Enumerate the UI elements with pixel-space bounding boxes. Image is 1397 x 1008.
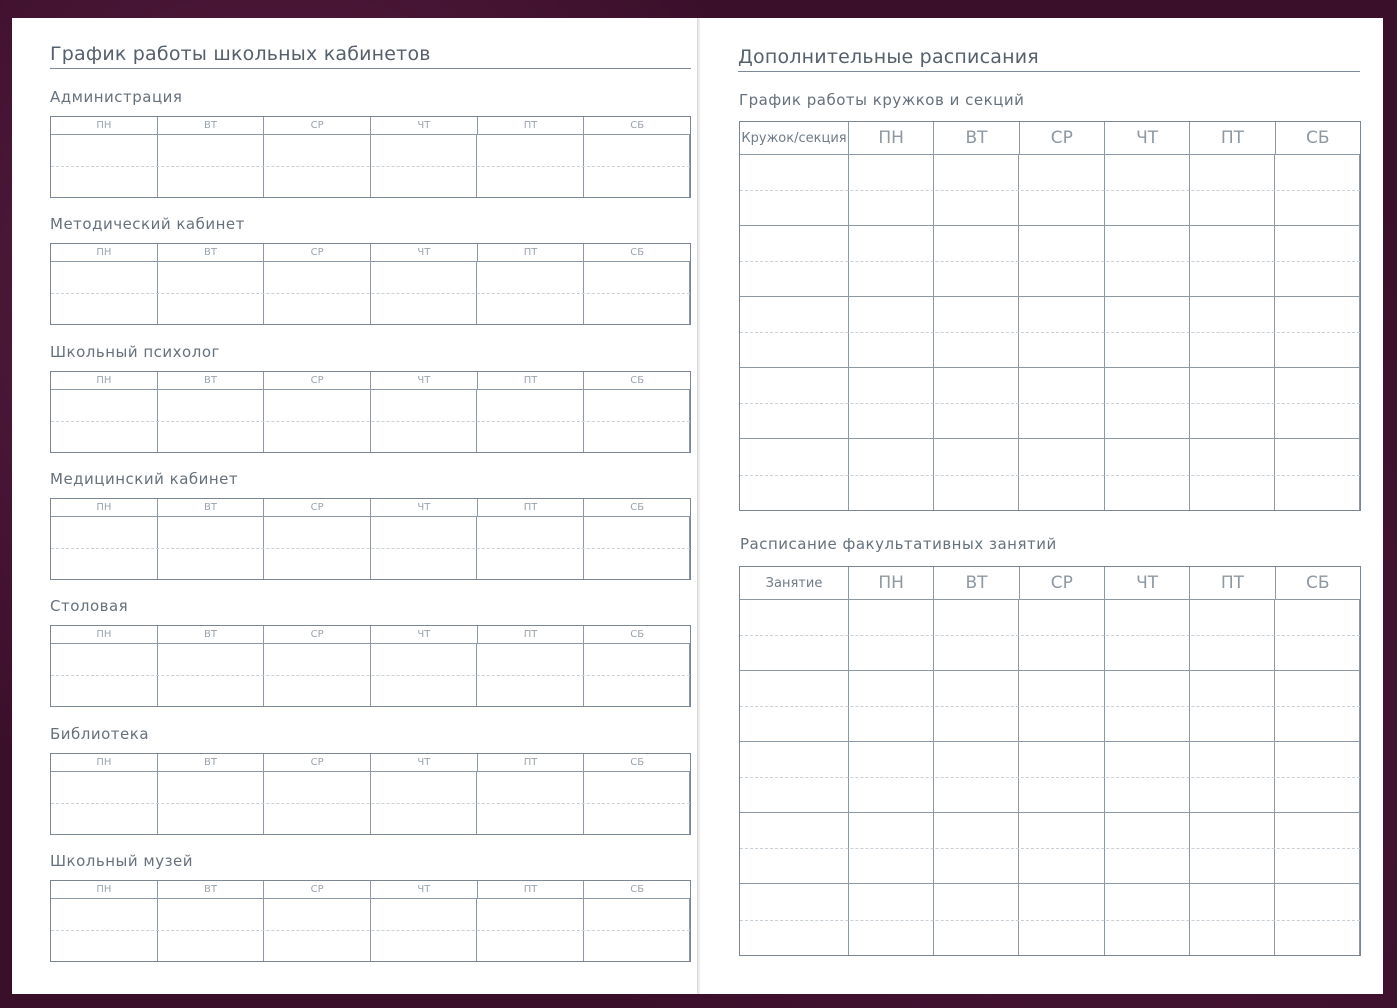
dashed-guide-line	[51, 675, 690, 676]
day-header: СБ	[630, 375, 645, 386]
day-header: ЧТ	[371, 117, 478, 134]
weekly-schedule-table	[50, 625, 691, 707]
day-header: ПТ	[478, 244, 585, 261]
day-header: ВТ	[158, 754, 265, 771]
table-body-row	[51, 390, 690, 452]
day-header: СР	[1020, 567, 1105, 599]
dashed-guide-line	[51, 930, 690, 931]
day-header: ЧТ	[371, 244, 478, 261]
dashed-guide-line	[740, 920, 1360, 921]
table-header-row	[51, 499, 690, 517]
table-row	[740, 671, 1360, 742]
dashed-guide-line	[740, 635, 1360, 636]
weekly-schedule-table	[50, 498, 691, 580]
day-header: ЧТ	[1105, 122, 1190, 154]
day-header: СР	[264, 626, 371, 643]
table-body-row	[51, 644, 690, 706]
first-column-header: Занятие	[740, 567, 849, 599]
table-row	[740, 742, 1360, 813]
day-header: СБ	[630, 757, 645, 768]
table-row	[740, 884, 1360, 955]
table-header-row	[51, 372, 690, 390]
dashed-guide-line	[740, 475, 1360, 476]
day-header: ПН	[51, 372, 158, 389]
dashed-guide-line	[740, 777, 1360, 778]
dashed-guide-line	[740, 261, 1360, 262]
section-label: Школьный психолог	[50, 343, 220, 361]
dashed-guide-line	[740, 706, 1360, 707]
table-header-row	[51, 244, 690, 262]
electives-table	[739, 566, 1361, 956]
table-row	[740, 813, 1360, 884]
left-page-title: График работы школьных кабинетов	[50, 43, 431, 65]
table-header-row	[740, 567, 1360, 600]
section-label: Методический кабинет	[50, 215, 245, 233]
dashed-guide-line	[51, 803, 690, 804]
day-header: ПН	[51, 626, 158, 643]
section-label: Медицинский кабинет	[50, 470, 239, 488]
weekly-schedule-table	[50, 116, 691, 198]
weekly-schedule-table	[50, 371, 691, 453]
day-header: ПТ	[1190, 122, 1275, 154]
day-header: СБ	[1306, 573, 1330, 593]
day-header: ЧТ	[1105, 567, 1190, 599]
day-header: ВТ	[158, 372, 265, 389]
day-header: ПН	[849, 122, 934, 154]
day-header: ЧТ	[371, 754, 478, 771]
table-row	[740, 297, 1360, 368]
table-body-row	[51, 135, 690, 197]
day-header: СБ	[1306, 128, 1330, 148]
day-header: ПН	[51, 244, 158, 261]
dashed-guide-line	[740, 848, 1360, 849]
weekly-schedule-table	[50, 753, 691, 835]
day-header: ПН	[51, 754, 158, 771]
day-header: ПН	[849, 567, 934, 599]
day-header: ВТ	[158, 117, 265, 134]
clubs-table	[739, 121, 1361, 511]
right-page-title: Дополнительные расписания	[738, 46, 1039, 68]
dashed-guide-line	[51, 421, 690, 422]
weekly-schedule-table	[50, 880, 691, 962]
day-header: ПТ	[478, 626, 585, 643]
dashed-guide-line	[51, 166, 690, 167]
table-header-row	[740, 122, 1360, 155]
electives-label: Расписание факультативных занятий	[740, 535, 1057, 553]
section-label: Библиотека	[50, 725, 150, 743]
table-header-row	[51, 754, 690, 772]
table-body-row	[51, 772, 690, 834]
dashed-guide-line	[740, 332, 1360, 333]
day-header: СР	[1020, 122, 1105, 154]
table-body-row	[51, 262, 690, 324]
day-header: СР	[264, 372, 371, 389]
day-header: ВТ	[158, 244, 265, 261]
day-header: ЧТ	[371, 499, 478, 516]
table-row	[740, 155, 1360, 226]
day-header: СР	[264, 499, 371, 516]
day-header: СБ	[630, 884, 645, 895]
dashed-guide-line	[740, 403, 1360, 404]
day-header: СР	[264, 754, 371, 771]
day-header: ЧТ	[371, 372, 478, 389]
dashed-guide-line	[51, 293, 690, 294]
day-header: ВТ	[934, 122, 1019, 154]
section-label: Администрация	[50, 88, 183, 106]
day-header: СР	[264, 881, 371, 898]
day-header: ЧТ	[371, 881, 478, 898]
day-header: СБ	[630, 629, 645, 640]
table-body-row	[51, 517, 690, 579]
right-title-rule	[738, 71, 1360, 72]
section-label: Столовая	[50, 597, 129, 615]
day-header: ПТ	[478, 499, 585, 516]
day-header: ЧТ	[371, 626, 478, 643]
day-header: ПН	[51, 117, 158, 134]
weekly-schedule-table	[50, 243, 691, 325]
left-page	[12, 18, 698, 994]
right-page	[700, 18, 1383, 994]
table-row	[740, 439, 1360, 510]
dashed-guide-line	[740, 190, 1360, 191]
day-header: СР	[264, 244, 371, 261]
day-header: СБ	[630, 502, 645, 513]
table-header-row	[51, 881, 690, 899]
day-header: СБ	[630, 120, 645, 131]
day-header: ПТ	[478, 881, 585, 898]
day-header: ПТ	[478, 754, 585, 771]
clubs-label: График работы кружков и секций	[739, 91, 1025, 109]
day-header: ВТ	[158, 881, 265, 898]
day-header: ПТ	[1190, 567, 1275, 599]
table-row	[740, 368, 1360, 439]
day-header: ПН	[51, 499, 158, 516]
day-header: ПН	[51, 881, 158, 898]
day-header: ПТ	[478, 117, 585, 134]
table-row	[740, 600, 1360, 671]
day-header: ВТ	[934, 567, 1019, 599]
table-row	[740, 226, 1360, 297]
table-header-row	[51, 626, 690, 644]
dashed-guide-line	[51, 548, 690, 549]
left-title-rule	[50, 68, 691, 69]
section-label: Школьный музей	[50, 852, 194, 870]
table-header-row	[51, 117, 690, 135]
day-header: ВТ	[158, 499, 265, 516]
day-header: ВТ	[158, 626, 265, 643]
table-body-row	[51, 899, 690, 961]
day-header: СБ	[630, 247, 645, 258]
first-column-header: Кружок/секция	[740, 122, 849, 154]
day-header: СР	[264, 117, 371, 134]
day-header: ПТ	[478, 372, 585, 389]
